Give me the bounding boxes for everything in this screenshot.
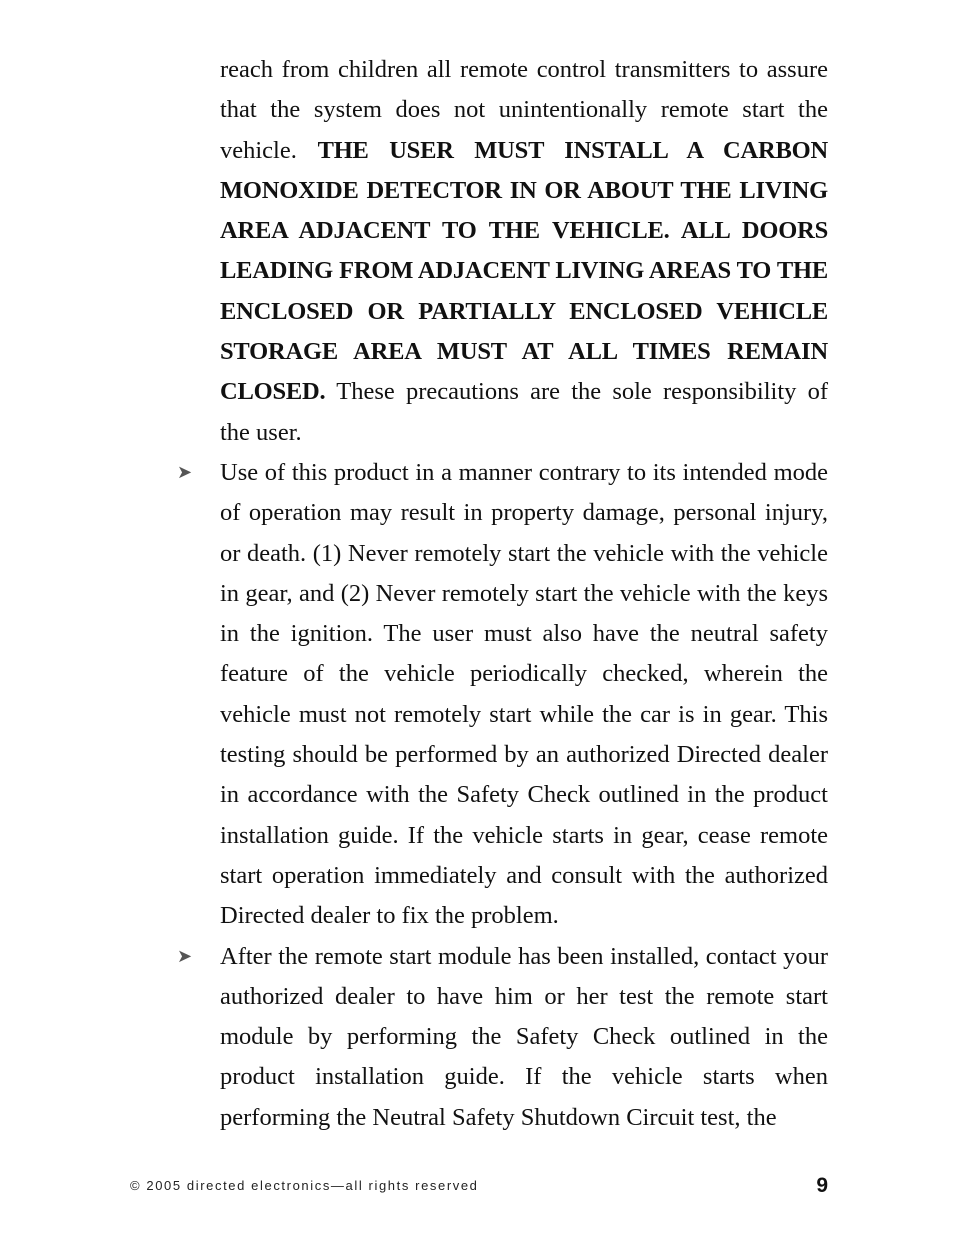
- page-number: 9: [816, 1174, 828, 1197]
- bullet-text: After the remote start module has been installed, contact your authorized dealer to have him or her test the remote start module by performing the Safety Check outlined in the product installation guide. If the vehicle starts when performing the Neutral Safety Shutdown Circuit test, the: [220, 942, 828, 1131]
- footer-copyright: © 2005 directed electronics—all rights reserved: [130, 1178, 479, 1193]
- bullet-text: Use of this product in a manner contrary to its intended mode of operation may result in property damage, personal injury, or death. (1) Never remotely start the vehicle with the vehicle in gear, and (2) Never remotely start the vehicle with the keys in the ignition. The user must also have the neutral safety feature of the vehicle periodically checked, wherein the vehicle must not remotely start while the car is in gear. This testing should be performed by an authorized Directed dealer in accordance with the Safety Check outlined in the product installation guide. If the vehicle starts in gear, cease remote start operation immediately and consult with the authorized Directed dealer to fix the problem.: [220, 458, 828, 930]
- carbon-monoxide-warning: THE USER MUST INSTALL A CARBON MONOXIDE DETECTOR IN OR ABOUT THE LIVING AREA ADJACENT TO THE VEHICLE. ALL DOORS LEADING FROM ADJACENT LIVING AREAS TO THE ENCLOSED OR PARTIALLY ENCLOSED VEHICLE STORAGE AREA MUST AT ALL TIMES REMAIN CLOSED.: [220, 136, 828, 406]
- bullet-item-operation-warning: [177, 453, 828, 937]
- arrow-bullet-icon: ➤: [177, 461, 193, 483]
- arrow-bullet-icon: ➤: [177, 945, 193, 967]
- continuation-paragraph: [220, 50, 828, 453]
- bullet-item-safety-check: [177, 937, 828, 1138]
- continuation-tail: These precautions are the sole responsibility of the user.: [220, 378, 828, 446]
- continuation-lead: reach from children all remote control transmitters to assure that the system does not unintentionally remote start the vehicle.: [220, 56, 828, 164]
- body-text: [177, 50, 828, 1138]
